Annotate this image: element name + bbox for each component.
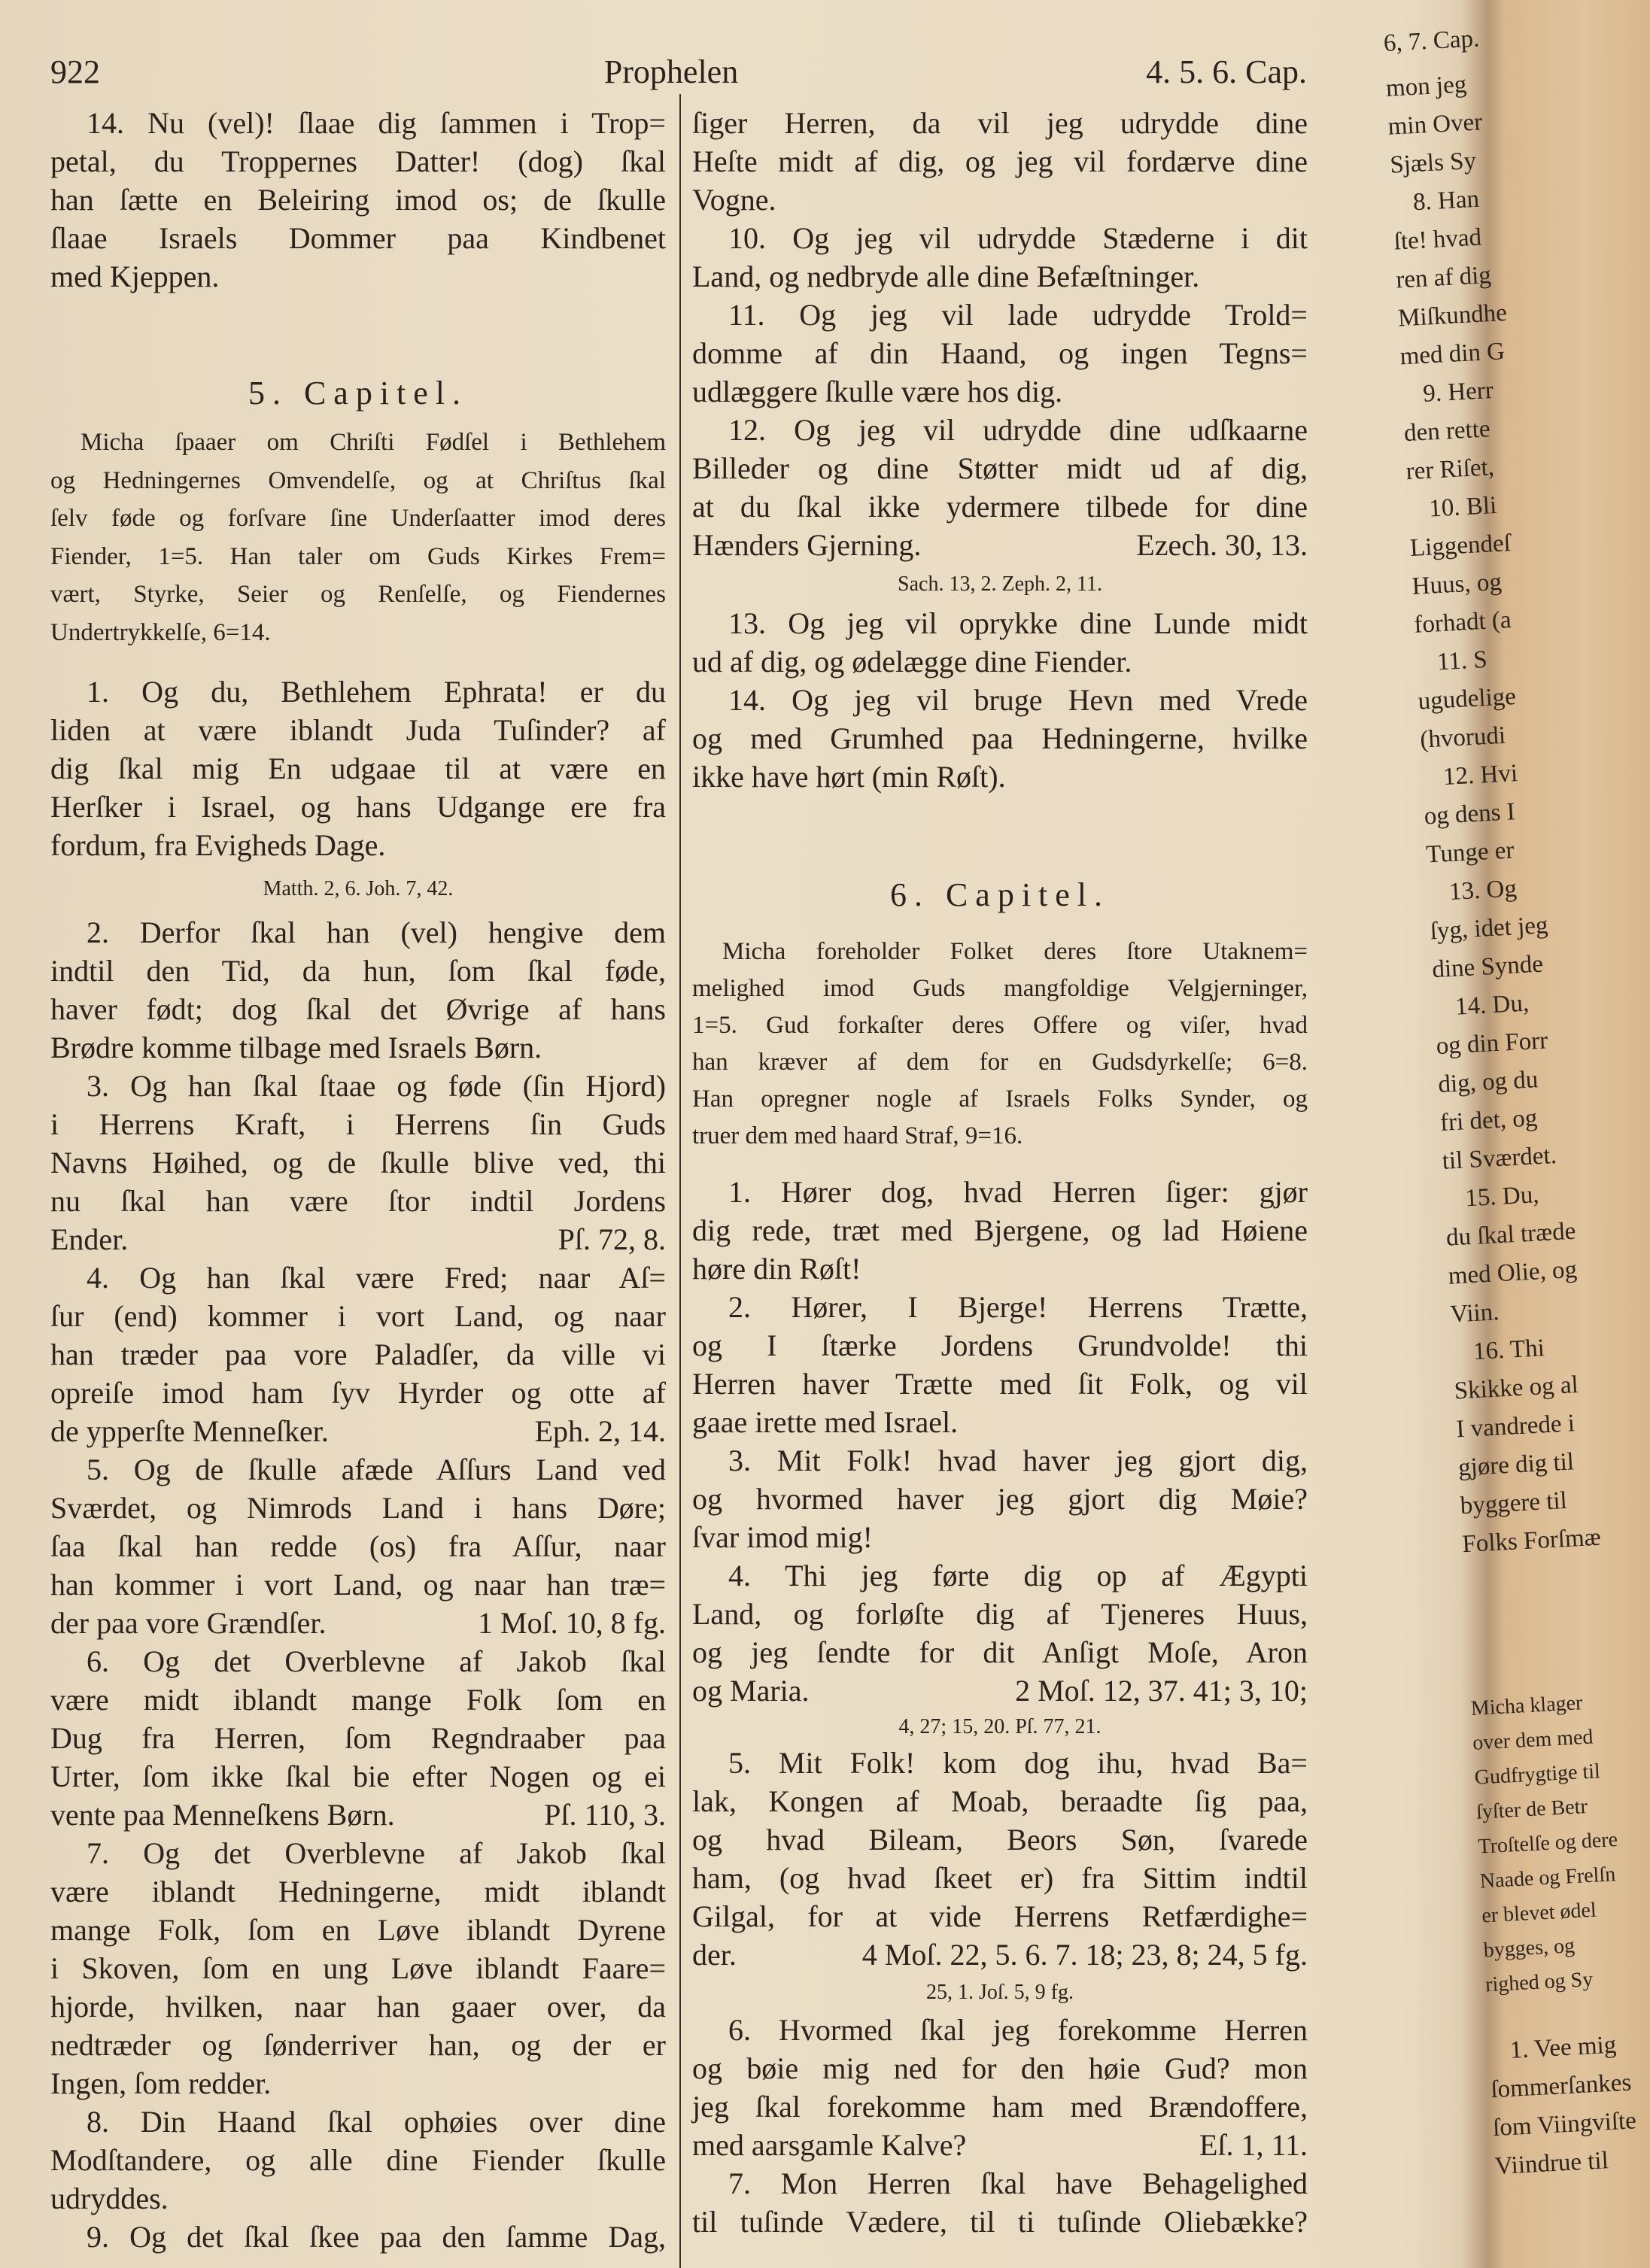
- verse-line: ſiger Herren, da vil jeg udrydde dine: [692, 106, 1308, 140]
- verse-line: lak, Kongen af Moab, beraadte ſig paa,: [692, 1784, 1308, 1818]
- verse: [692, 104, 1308, 219]
- verse-line: 4. Thi jeg førte dig op af Ægypti: [728, 1559, 1308, 1592]
- verse-cross-reference: 2 Moſ. 12, 37. 41; 3, 10;: [1015, 1674, 1308, 1708]
- verse: [692, 296, 1308, 411]
- facing-page-line: dig, og du: [1437, 1066, 1539, 1099]
- verse: [692, 2011, 1308, 2164]
- facing-page-line: 15. Du,: [1464, 1181, 1540, 1213]
- summary-line: melighed imod Guds mangfoldige Velgjerninger,: [692, 975, 1308, 1002]
- verse-text: der paa vore Grændſer.: [50, 1605, 327, 1640]
- verse-line: og bøie mig ned for den høie Gud? mon: [692, 2051, 1308, 2085]
- verse-line: Sværdet, og Nimrods Land i hans Døre;: [50, 1490, 666, 1525]
- verse-line: 11. Og jeg vil lade udrydde Trold=: [728, 298, 1308, 332]
- verse-line: hjorde, hvilken, naar han gaaer over, da: [50, 1989, 666, 2024]
- verse-line: [50, 1604, 666, 1642]
- verse-block: [692, 604, 1308, 796]
- verse-text: der.: [692, 1938, 737, 1972]
- verse-block: [692, 1173, 1308, 1710]
- verse-line: [50, 1220, 666, 1258]
- facing-page-line: ſommerſankes: [1490, 2069, 1633, 2104]
- verse-line: og med Grumhed paa Hedningerne, hvilke: [692, 721, 1308, 755]
- facing-page-line: 9. Herr: [1422, 377, 1494, 408]
- facing-page-line: byggere til: [1459, 1486, 1568, 1520]
- verse-line: [692, 1671, 1308, 1710]
- verse-line: han kommer i vort Land, og naar han træ=: [50, 1567, 666, 1602]
- verse: [692, 1441, 1308, 1556]
- verse-line: 14. Og jeg vil bruge Hevn med Vrede: [728, 683, 1308, 717]
- verse-line: 8. Din Haand ſkal ophøies over dine: [87, 2104, 666, 2139]
- facing-page-line: ſyg, idet jeg: [1429, 912, 1549, 946]
- facing-page-line: ugudelige: [1417, 682, 1517, 715]
- summary-line: og Hedningernes Omvendelſe, og at Chriſtus ſkal: [50, 466, 666, 494]
- verse-line: til tuſinde Vædere, til ti tuſinde Oliebække?: [692, 2205, 1308, 2239]
- verse-line: 3. Mit Folk! hvad haver jeg gjort dig,: [728, 1444, 1308, 1477]
- verse-line: og I ſtærke Jordens Grundvolde! thi: [692, 1328, 1308, 1362]
- verse: [50, 2103, 666, 2218]
- facing-page-summary-line: Naade og Frelſn: [1479, 1863, 1616, 1893]
- verse-line: 5. Mit Folk! kom dog ihu, hvad Ba=: [728, 1746, 1308, 1780]
- facing-page-line: ſom Viingviſte: [1492, 2107, 1637, 2142]
- verse-line: 2. Hører, I Bjerge! Herrens Trætte,: [728, 1290, 1308, 1324]
- verse-cross-reference: 4 Moſ. 22, 5. 6. 7. 18; 23, 8; 24, 5 fg.: [861, 1938, 1308, 1972]
- chapter-heading: 5. Capitel.: [248, 375, 469, 411]
- verse-line: 9. Og det ſkal ſkee paa den ſamme Dag,: [87, 2219, 666, 2254]
- verse-line: 4. Og han ſkal være Fred; naar Aſ=: [87, 1260, 666, 1295]
- verse-line: Herren haver Trætte med ſit Folk, og vil: [692, 1367, 1308, 1401]
- verse-line: domme af din Haand, og ingen Tegns=: [692, 336, 1308, 370]
- verse-cross-reference: Ezech. 30, 13.: [1136, 528, 1308, 562]
- verse-line: 3. Og han ſkal ſtaae og føde (ſin Hjord): [87, 1068, 666, 1103]
- verse-line: ſlaae Israels Dommer paa Kindbenet: [50, 221, 666, 255]
- verse-line: han træder paa vore Paladſer, da ville vi: [50, 1337, 666, 1371]
- summary-line: Han opregner nogle af Israels Folks Synder, og: [692, 1085, 1308, 1113]
- verse-line: 2. Derfor ſkal han (vel) hengive dem: [87, 915, 666, 949]
- verse-text: Ender.: [50, 1222, 129, 1256]
- verse-block: [692, 2011, 1308, 2241]
- verse-line: 12. Og jeg vil udrydde dine udſkaarne: [728, 413, 1308, 447]
- chapter-range: 4. 5. 6. Cap.: [1146, 53, 1307, 90]
- facing-page-line: Folks Forſmæ: [1461, 1523, 1602, 1559]
- verse: [50, 913, 666, 1067]
- facing-page-line: ſte! hvad: [1393, 223, 1482, 256]
- summary-line: Fiender, 1=5. Han taler om Guds Kirkes Frem=: [50, 542, 666, 570]
- verse-line: 7. Og det Overblevne af Jakob ſkal: [87, 1835, 666, 1870]
- facing-page-line: 8. Han: [1412, 185, 1480, 217]
- facing-page-line: med Olie, og: [1447, 1255, 1578, 1290]
- facing-page-summary-line: Troſtelſe og dere: [1477, 1827, 1618, 1859]
- cross-reference: 25, 1. Joſ. 5, 9 fg.: [926, 1981, 1074, 2004]
- verse: [50, 673, 666, 864]
- facing-page-line: Viindrue til: [1494, 2147, 1609, 2181]
- verse-line: nu ſkal han være ſtor indtil Jordens: [50, 1183, 666, 1218]
- verse-line: 5. Og de ſkulle afæde Aſſurs Land ved: [87, 1452, 666, 1486]
- chapter-heading: 6. Capitel.: [889, 876, 1111, 913]
- verse-line: opreiſe imod ham ſyv Hyrder og otte af: [50, 1375, 666, 1410]
- verse-line: 10. Og jeg vil udrydde Stæderne i dit: [728, 221, 1308, 255]
- facing-page-line: rer Riſet,: [1405, 454, 1495, 486]
- facing-page-line: Huus, og: [1411, 568, 1503, 600]
- verse-line: Heſte midt af dig, og jeg vil fordærve dine: [692, 144, 1308, 178]
- facing-page-line: forhadt (a: [1413, 606, 1512, 639]
- verse: [692, 1173, 1308, 1288]
- verse-line: [692, 2126, 1308, 2164]
- verse-line: med Kjeppen.: [50, 260, 220, 293]
- facing-page-line: Miſkundhe: [1397, 299, 1508, 332]
- verse-line: Gilgal, for at vide Herrens Retfærdighe=: [692, 1899, 1308, 1933]
- summary-line: vært, Styrke, Seier og Renſelſe, og Fiendernes: [50, 581, 666, 609]
- facing-page-line: fri det, og: [1439, 1104, 1539, 1137]
- verse-line: liden at være iblandt Juda Tuſinder? af: [50, 712, 666, 747]
- verse-line: dig rede, træt med Bjergene, og lad Høiene: [692, 1213, 1308, 1247]
- verse-text: de ypperſte Menneſker.: [50, 1413, 329, 1448]
- verse-line: Brødre komme tilbage med Israels Børn.: [50, 1030, 542, 1064]
- verse-block: [50, 104, 666, 296]
- facing-page-line: Sjæls Sy: [1389, 147, 1477, 179]
- facing-page-line: I vandrede i: [1455, 1410, 1576, 1444]
- verse: [50, 104, 666, 296]
- verse-line: jeg ſkal forekomme ham med Brændoffere,: [692, 2090, 1308, 2124]
- verse-block: [50, 913, 666, 2256]
- verse-line: 1. Og du, Bethlehem Ephrata! er du: [87, 674, 666, 709]
- verse-line: 1. Hører dog, hvad Herren ſiger: gjør: [728, 1175, 1308, 1209]
- verse-line: nedtræder og ſønderriver han, og der er: [50, 2027, 666, 2062]
- facing-page-line: med din G: [1399, 338, 1506, 371]
- facing-page-summary-line: righed og Sy: [1484, 1967, 1594, 1997]
- verse-line: ud af dig, og ødelægge dine Fiender.: [692, 645, 1132, 679]
- page-number: 922: [50, 53, 100, 90]
- summary-line: Undertrykkelſe, 6=14.: [50, 618, 271, 646]
- verse-line: haver født; dog ſkal det Øvrige af hans: [50, 991, 666, 1026]
- verse-line: Vogne.: [692, 183, 776, 217]
- facing-page-line: ren af dig: [1395, 261, 1492, 294]
- verse-cross-reference: Eph. 2, 14.: [534, 1413, 666, 1448]
- facing-page-summary-line: Gudfrygtige til: [1473, 1759, 1601, 1790]
- facing-page-summary-line: er blevet ødel: [1481, 1898, 1597, 1928]
- verse-line: ikke have hørt (min Røſt).: [692, 760, 1006, 794]
- verse-block: [692, 104, 1308, 564]
- verse-cross-reference: Pſ. 110, 3.: [544, 1797, 666, 1832]
- verse-cross-reference: Pſ. 72, 8.: [558, 1222, 666, 1256]
- verse: [50, 1642, 666, 1834]
- verse-block: [692, 1744, 1308, 1974]
- summary-line: Micha ſpaaer om Chriſti Fødſel i Bethlehem: [81, 429, 666, 456]
- cross-reference: Sach. 13, 2. Zeph. 2, 11.: [898, 572, 1102, 596]
- summary-line: 1=5. Gud forkaſter deres Offere og viſer, hvad: [692, 1012, 1308, 1039]
- summary-line: truer dem med haard Straf, 9=16.: [692, 1122, 1023, 1149]
- verse-line: 14. Nu (vel)! ſlaae dig ſammen i Trop=: [87, 106, 666, 140]
- summary-line: han kræver af dem for en Gudsdyrkelſe; 6=8.: [692, 1049, 1308, 1076]
- facing-page-summary-line: over dem med: [1472, 1725, 1594, 1755]
- facing-page-line: Liggendeſ: [1409, 530, 1512, 563]
- facing-page-line: dine Synde: [1431, 950, 1544, 984]
- verse-line: ham, (og hvad ſkeet er) fra Sittim indtil: [692, 1861, 1308, 1895]
- facing-page-line: den rette: [1403, 415, 1491, 448]
- verse: [50, 1258, 666, 1450]
- verse-line: Urter, ſom ikke ſkal bie efter Nogen og ei: [50, 1759, 666, 1793]
- facing-page-edge: [1383, 23, 1650, 2260]
- verse-block: [50, 673, 666, 864]
- verse-line: 6. Og det Overblevne af Jakob ſkal: [87, 1644, 666, 1678]
- verse-line: [692, 526, 1308, 564]
- facing-page-line: Skikke og al: [1453, 1371, 1579, 1405]
- verse-line: mange Folk, ſom en Løve iblandt Dyrene: [50, 1912, 666, 1947]
- verse-line: 7. Mon Herren ſkal have Behagelighed: [728, 2166, 1308, 2200]
- verse-line: [50, 1412, 666, 1450]
- verse-cross-reference: 1 Moſ. 10, 8 fg.: [478, 1605, 666, 1640]
- verse-cross-reference: Eſ. 1, 11.: [1199, 2128, 1308, 2162]
- facing-page-line: 10. Bli: [1428, 491, 1498, 523]
- verse-line: Land, og nedbryde alle dine Befæſtninger.: [692, 260, 1200, 293]
- verse: [50, 1450, 666, 1642]
- facing-page-line: til Sværdet.: [1441, 1141, 1557, 1175]
- summary-line: ſelv føde og forſvare ſine Underſaatter imod deres: [50, 505, 666, 533]
- verse-line: Modſtandere, og alle dine Fiender ſkulle: [50, 2142, 666, 2177]
- verse: [692, 681, 1308, 796]
- verse-line: indtil den Tid, da hun, ſom ſkal føde,: [50, 953, 666, 988]
- verse: [692, 2164, 1308, 2241]
- verse-line: 13. Og jeg vil oprykke dine Lunde midt: [728, 606, 1308, 640]
- verse-line: Herſker i Israel, og hans Udgange ere fra: [50, 789, 666, 824]
- verse-line: Billeder og dine Støtter midt ud af dig,: [692, 451, 1308, 485]
- facing-page-line: og din Forr: [1435, 1027, 1549, 1061]
- left-column: [50, 104, 666, 2256]
- verse-line: og jeg ſendte for dit Anſigt Moſe, Aron: [692, 1635, 1308, 1669]
- facing-page-line: 12. Hvi: [1442, 760, 1518, 791]
- facing-page-summary-line: ſyſter de Betr: [1475, 1795, 1588, 1824]
- verse-line: Ingen, ſom redder.: [50, 2066, 272, 2100]
- verse-line: og hvormed haver jeg gjort dig Møie?: [692, 1482, 1308, 1516]
- facing-page-line: (hvorudi: [1419, 721, 1506, 754]
- verse-line: i Herrens Kraft, i Herrens ſin Guds: [50, 1107, 666, 1141]
- verse-text: Hænders Gjerning.: [692, 528, 922, 562]
- facing-page-line: du ſkal træde: [1445, 1217, 1577, 1252]
- verse: [50, 1834, 666, 2103]
- facing-page-line: min Over: [1387, 108, 1484, 141]
- verse-line: ſur (end) kommer i vort Land, og naar: [50, 1298, 666, 1333]
- verse-line: han ſætte en Beleiring imod os; de ſkulle: [50, 183, 666, 217]
- verse: [692, 1556, 1308, 1710]
- facing-page-line: mon jeg: [1385, 71, 1468, 102]
- verse-line: at du ſkal ikke ydermere tilbede for dine: [692, 490, 1308, 524]
- verse-line: ſvar imod mig!: [692, 1520, 873, 1554]
- verse-line: og hvad Bileam, Beors Søn, ſvarede: [692, 1823, 1308, 1857]
- verse-line: petal, du Troppernes Datter! (dog) ſkal: [50, 144, 666, 178]
- verse-line: 6. Hvormed ſkal jeg forekomme Herren: [728, 2013, 1308, 2047]
- cross-reference: 4, 27; 15, 20. Pſ. 77, 21.: [898, 1715, 1102, 1738]
- verse-line: høre din Røſt!: [692, 1252, 861, 1286]
- facing-page-line: Viin.: [1449, 1298, 1500, 1328]
- facing-page-line: 13. Og: [1448, 875, 1518, 906]
- facing-page-line: 14. Du,: [1454, 989, 1530, 1021]
- verse-line: fordum, fra Evigheds Dage.: [50, 827, 386, 862]
- chapter-summary: [50, 424, 666, 652]
- verse-line: Navns Høihed, og de ſkulle blive ved, thi: [50, 1145, 666, 1180]
- facing-page-line: 16. Thi: [1472, 1334, 1545, 1366]
- facing-page-summary-line: Micha klager: [1470, 1691, 1584, 1720]
- verse-line: udlæggere ſkulle være hos dig.: [692, 375, 1063, 408]
- verse-line: [692, 1936, 1308, 1974]
- verse: [50, 1067, 666, 1258]
- verse-line: i Skoven, ſom en ung Løve iblandt Faare=: [50, 1951, 666, 1985]
- cross-reference: Matth. 2, 6. Joh. 7, 42.: [263, 876, 454, 900]
- verse: [692, 1744, 1308, 1974]
- facing-page-line: Tunge er: [1425, 836, 1515, 869]
- verse-line: [50, 1796, 666, 1834]
- facing-page-header: 6, 7. Cap.: [1383, 25, 1481, 57]
- chapter-summary: [692, 934, 1308, 1155]
- verse-line: udryddes.: [50, 2181, 169, 2215]
- right-column: [692, 104, 1308, 2241]
- verse-line: være midt iblandt mange Folk ſom en: [50, 1682, 666, 1717]
- summary-line: Micha foreholder Folket deres ſtore Utaknem=: [722, 938, 1308, 965]
- verse-text: vente paa Menneſkens Børn.: [50, 1797, 395, 1832]
- column-divider: [679, 94, 681, 2268]
- verse-line: gaae irette med Israel.: [692, 1405, 959, 1439]
- verse: [50, 2218, 666, 2256]
- verse-line: ſaa ſkal han redde (os) fra Aſſur, naar: [50, 1529, 666, 1563]
- facing-page-summary-line: bygges, og: [1482, 1934, 1576, 1963]
- verse-line: Dug fra Herren, ſom Regndraaber paa: [50, 1720, 666, 1755]
- facing-page-line: og dens I: [1423, 798, 1516, 830]
- verse-line: dig ſkal mig En udgaae til at være en: [50, 751, 666, 785]
- running-title: Prophelen: [603, 53, 739, 90]
- verse: [692, 411, 1308, 564]
- verse-text: med aarsgamle Kalve?: [692, 2128, 967, 2162]
- verse-line: Land, og forløſte dig af Tjeneres Huus,: [692, 1597, 1308, 1631]
- verse: [692, 219, 1308, 296]
- facing-page-line: 1. Vee mig: [1509, 2031, 1618, 2064]
- verse-text: og Maria.: [692, 1674, 810, 1708]
- verse: [692, 1288, 1308, 1441]
- facing-page-line: gjøre dig til: [1457, 1448, 1575, 1482]
- facing-page-line: 11. S: [1436, 645, 1488, 676]
- verse-line: være iblandt Hedningerne, midt iblandt: [50, 1874, 666, 1908]
- verse: [692, 604, 1308, 681]
